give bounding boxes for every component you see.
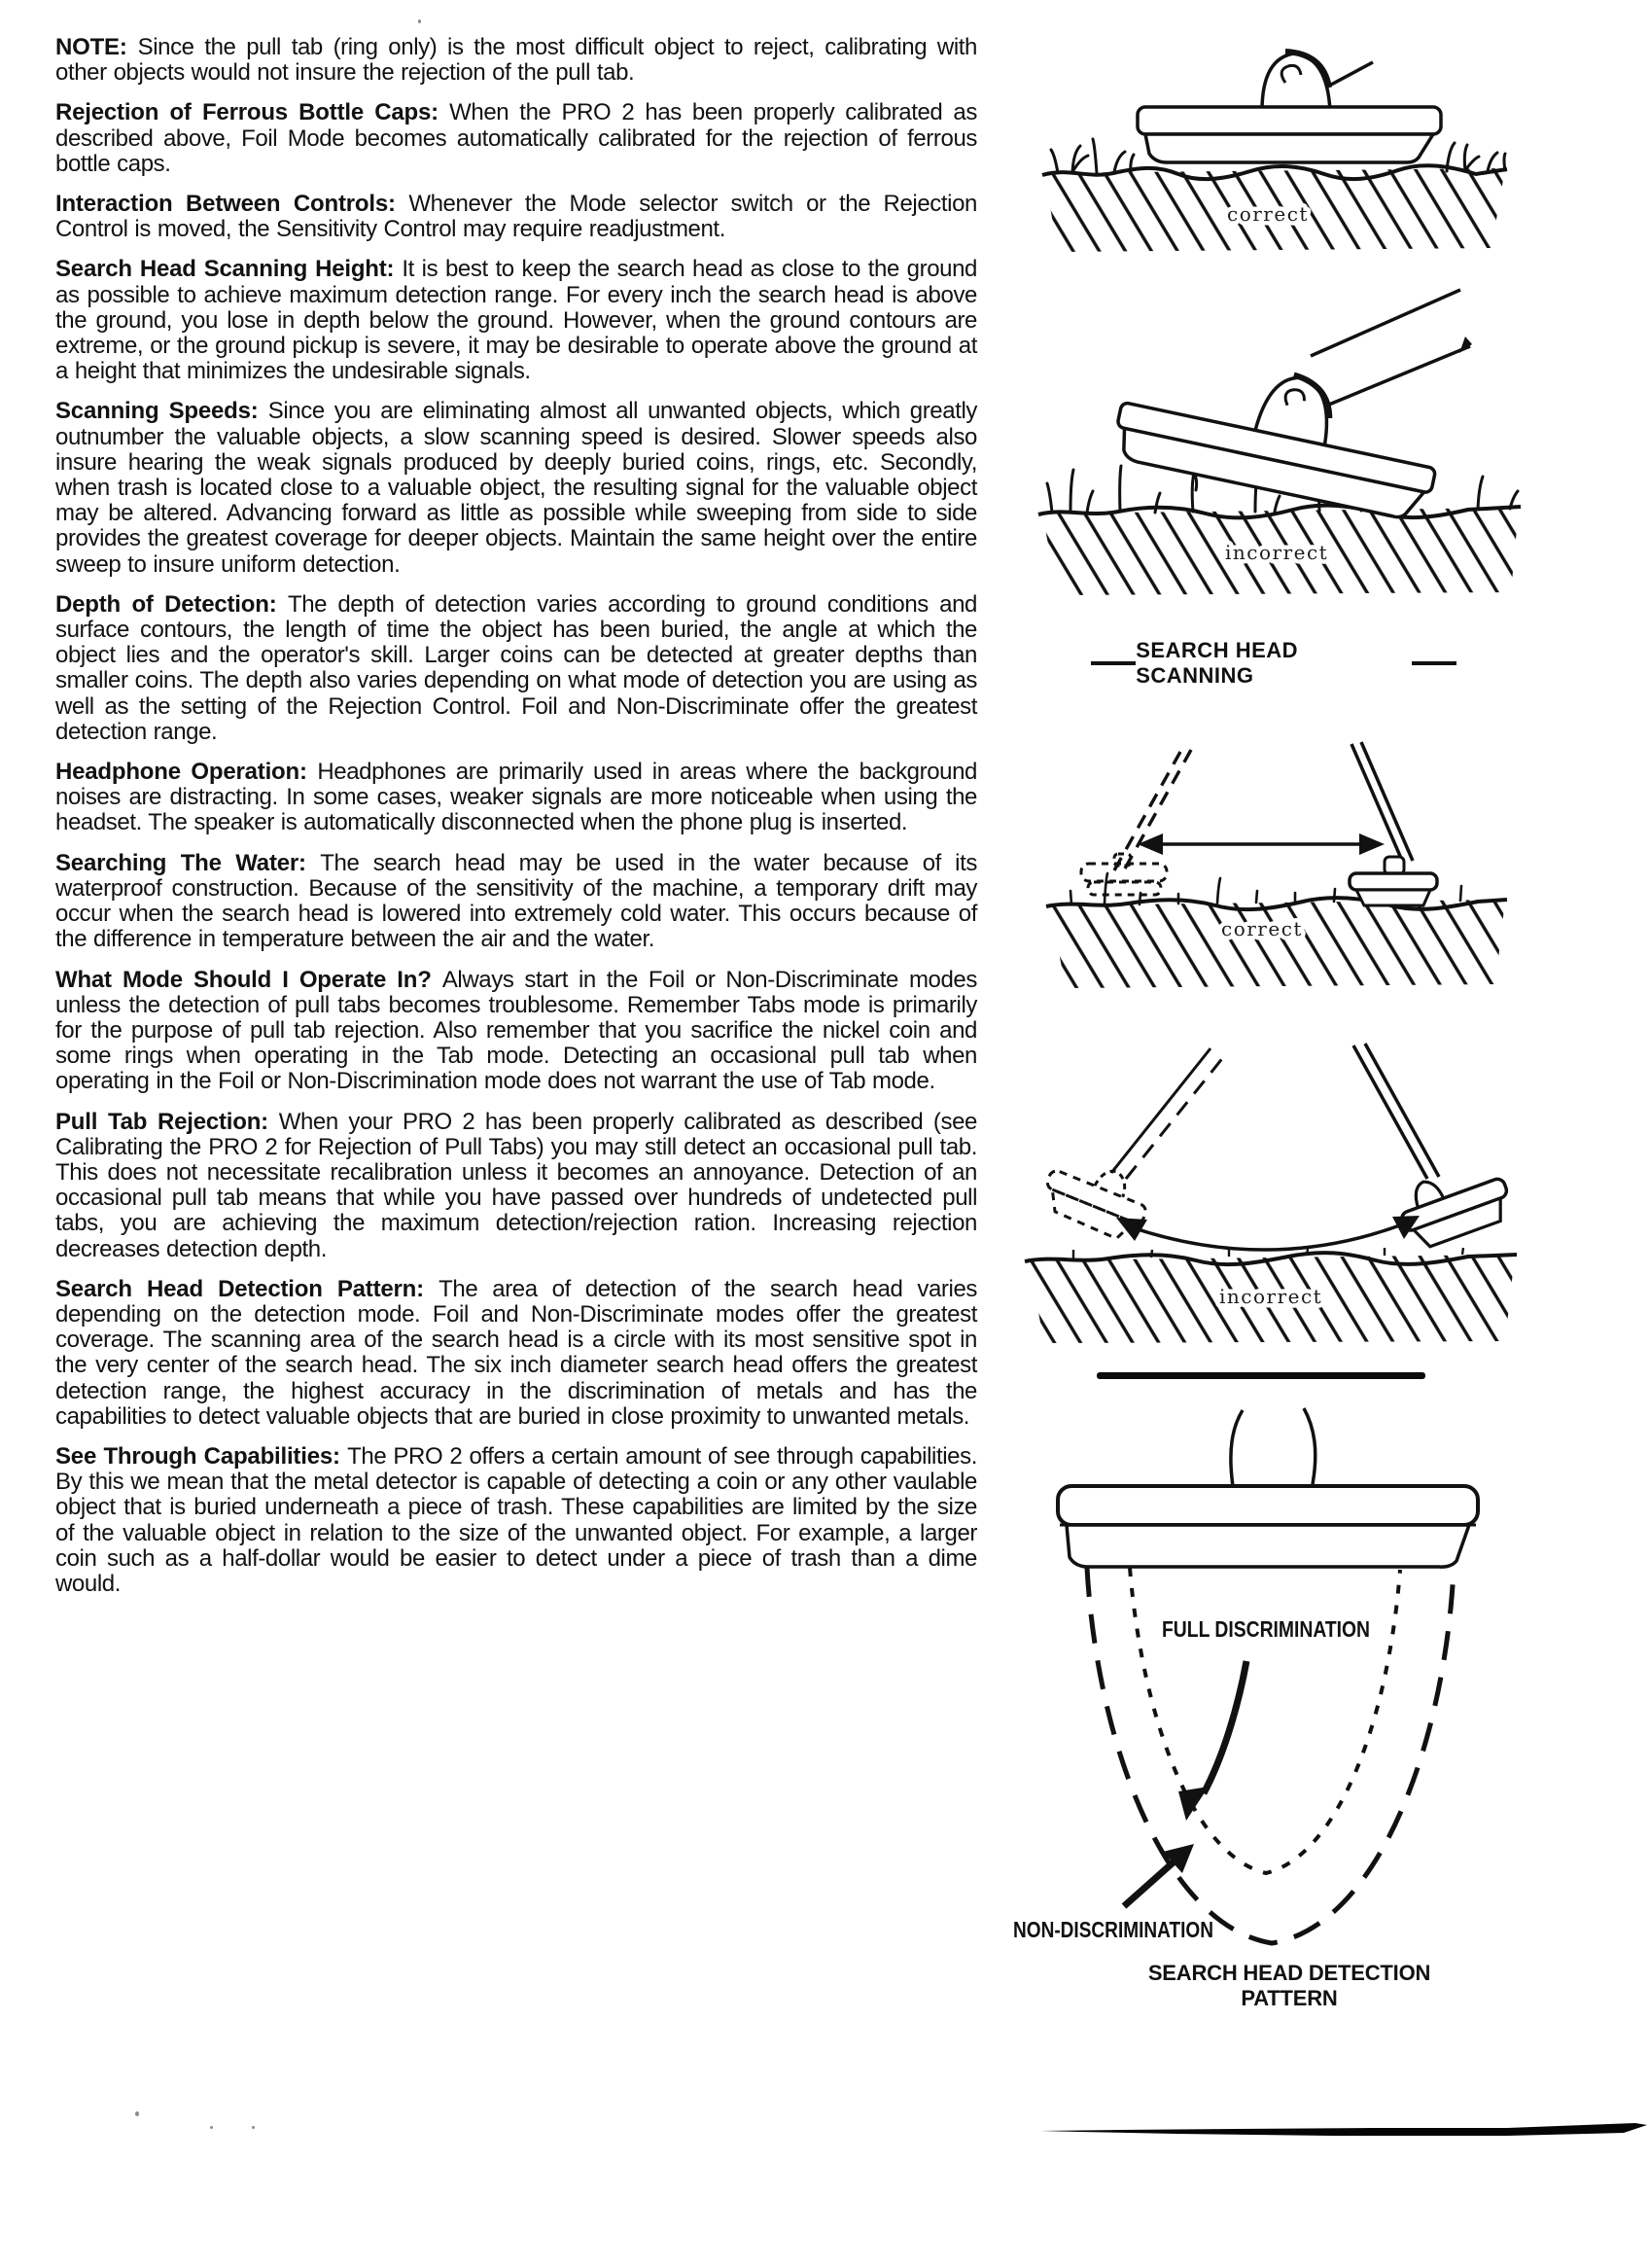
scan-streak-artifact	[1040, 2122, 1647, 2142]
paragraph-heading: Search Head Scanning Height:	[55, 256, 395, 283]
detector-solid	[1350, 742, 1437, 905]
paragraph-heading: See Through Capabilities:	[55, 1442, 340, 1470]
scan-speck	[135, 2111, 139, 2116]
non-discrimination-label: NON-DISCRIMINATION	[1013, 1917, 1213, 1942]
fig3-label: correct	[1221, 917, 1303, 940]
paragraph-body: The depth of detection varies according to ground conditions and surface contours, the length of time the object has been buried, the angle at which the object lies and the operator's skill. Larger coins can be detected at greater depths than smaller coins. The depth also varies depending on what mode of detection you are using as well as the setting of the Rejection Control. Foil and Non-Discriminate offer the greatest detection range.	[55, 590, 977, 745]
paragraph-body: When your PRO 2 has been properly calibrated as described (see Calibrating the PRO 2 for Rejection of Pull Tabs) you may still detect an occasional pull tab. This does not necessitate recalibration unless it becomes an annoyance. Detection of an occasional pull tab means that while you have passed over hundreds of undetected pull tabs, you are achieving the maximum detection/rejection ration. Increasing rejection decreases detection depth.	[55, 1108, 977, 1262]
paragraph-heading: Scanning Speeds:	[55, 398, 259, 425]
paragraph-heading: Depth of Detection:	[55, 590, 277, 618]
paragraph	[55, 192, 977, 242]
search-head-scanning-caption	[1091, 638, 1456, 689]
fig2-label: incorrect	[1225, 541, 1329, 564]
fig4-label: incorrect	[1219, 1285, 1323, 1308]
paragraph	[55, 35, 977, 86]
scan-speck	[252, 2126, 255, 2129]
paragraph	[55, 257, 977, 384]
figure-search-head-tilted-incorrect	[1031, 270, 1528, 606]
paragraph	[55, 1110, 977, 1262]
paragraph	[55, 399, 977, 577]
full-discrimination-curve	[1130, 1568, 1400, 1873]
figure-pendulum-sweep-incorrect	[1011, 1031, 1536, 1354]
paragraph-heading: Pull Tab Rejection:	[55, 1108, 268, 1135]
non-discrimination-arrow	[1124, 1844, 1194, 1906]
search-head	[1058, 1486, 1478, 1567]
figure-level-sweep-correct	[1031, 715, 1522, 999]
paragraph-body: Headphones are primarily used in areas where the background noises are distracting. In some cases, weaker signals are more noticeable when using the headset. The speaker is automatically disconnected when the phone plug is inserted.	[55, 759, 978, 836]
caption-text: SEARCH HEAD SCANNING	[1136, 638, 1299, 688]
paragraph-heading: Headphone Operation:	[55, 759, 307, 786]
paragraph-body: The PRO 2 offers a certain amount of see through capabilities. By this we mean that the metal detector is capable of detecting a coin or any other vaulable object that is buried underneath a piece of trash. These capabilities are limited by the size of the valuable object in relation to the size of the unwanted object. For example, a larger coin such as a half-dollar would be easier to detect under a piece of trash than a dime would.	[55, 1442, 977, 1597]
paragraph-body: When the PRO 2 has been properly calibrated as described above, Foil Mode becomes automatically calibrated for the rejection of ferrous bottle caps.	[55, 99, 977, 177]
paragraph-body: It is best to keep the search head as close to the ground as possible to achieve maximum detection range. For every inch the search head is above the ground, you lose in depth below the ground. However, when the ground contours are extreme, or the ground pickup is severe, it may be desirable to operate above the ground at a height that minimizes the undesirable signals.	[55, 256, 978, 385]
detector-ghost	[1037, 1048, 1224, 1245]
sweep-arrow	[1138, 833, 1385, 855]
paragraph-body: Whenever the Mode selector switch or the Rejection Control is moved, the Sensitivity Control may require readjustment.	[55, 191, 977, 243]
search-head	[1138, 52, 1441, 162]
caption-dash-left	[1091, 661, 1136, 665]
paragraph	[55, 968, 977, 1095]
paragraph	[55, 1444, 977, 1597]
detector-solid	[1353, 1044, 1516, 1253]
paragraph-body: Since the pull tab (ring only) is the most difficult object to reject, calibrating with other objects would not insure the rejection of the pull tab.	[55, 34, 977, 87]
paragraph-heading: Rejection of Ferrous Bottle Caps:	[55, 99, 439, 126]
paragraph-heading: Searching The Water:	[55, 849, 306, 876]
ground-hatch	[1046, 898, 1507, 988]
paragraph-body: Always start in the Foil or Non-Discriminate modes unless the detection of pull tabs becomes troublesome. Remember Tabs mode is primarily for the purpose of pull tab rejection. Also remember that you sacrifice the nickel coin and some rings when operating in the Tab mode. Detecting an occasional pull tab when operating in the Foil or Non-Discrimination mode does not warrant the use of Tab mode.	[55, 966, 977, 1095]
section-divider-line	[1097, 1372, 1425, 1379]
paragraph	[55, 851, 977, 953]
paragraph	[55, 1277, 977, 1430]
paragraph-body: Since you are eliminating almost all unwanted objects, which greatly outnumber the valuable objects, a slow scanning speed is desired. Slower speeds also insure hearing the weak signals produced by deeply buried coins, rings, etc. Secondly, when trash is located close to a valuable object, the resulting signal for the valuable object may be altered. Advancing forward as little as possible while sweeping from side to side provides the greatest coverage for deeper objects. Maintain the same height over the entire sweep to insure uniform detection.	[55, 398, 977, 578]
paragraph-body: The search head may be used in the water because of its waterproof construction. Because of the sensitivity of the machine, a temporary drift may occur when the search head is lowered into extremely cold water. This occurs because of the difference in temperature between the air and the water.	[55, 849, 977, 953]
caption-dash-right	[1412, 661, 1456, 665]
body-text-column	[55, 35, 977, 1612]
shaft-stubs	[1231, 1408, 1316, 1486]
paragraph-heading: Search Head Detection Pattern:	[55, 1275, 424, 1302]
detector-ghost	[1081, 750, 1191, 895]
full-discrimination-arrow	[1178, 1661, 1246, 1821]
paragraph	[55, 760, 977, 836]
paragraph	[55, 100, 977, 177]
full-discrimination-label: FULL DISCRIMINATION	[1162, 1616, 1370, 1642]
paragraph-heading: What Mode Should I Operate In?	[55, 966, 432, 993]
figure-search-head-flat-correct	[1031, 27, 1522, 261]
paragraph-body: The area of detection of the search head varies depending on the detection mode. Foil and Non-Discriminate modes offer the greatest coverage. The scanning area of the search head is a circle with its most sensitive spot in the very center of the search head. The six inch diameter search head offers the greatest detection range, the highest accuracy in the discrimination of metals and has the capabilities to detect valuable objects that are buried in close proximity to unwanted metals.	[55, 1275, 977, 1430]
paragraph-heading: Interaction Between Controls:	[55, 191, 396, 218]
paragraph	[55, 592, 977, 745]
fig1-label: correct	[1227, 202, 1309, 226]
scan-speck	[210, 2126, 213, 2129]
scan-speck	[418, 19, 421, 23]
figure-detection-pattern	[1011, 1400, 1575, 1965]
detection-pattern-caption: SEARCH HEAD DETECTION PATTERN	[1147, 1961, 1431, 2010]
swing-arc-arrow	[1116, 1216, 1420, 1250]
paragraph-heading: NOTE:	[55, 34, 127, 60]
shaft	[1311, 290, 1472, 407]
